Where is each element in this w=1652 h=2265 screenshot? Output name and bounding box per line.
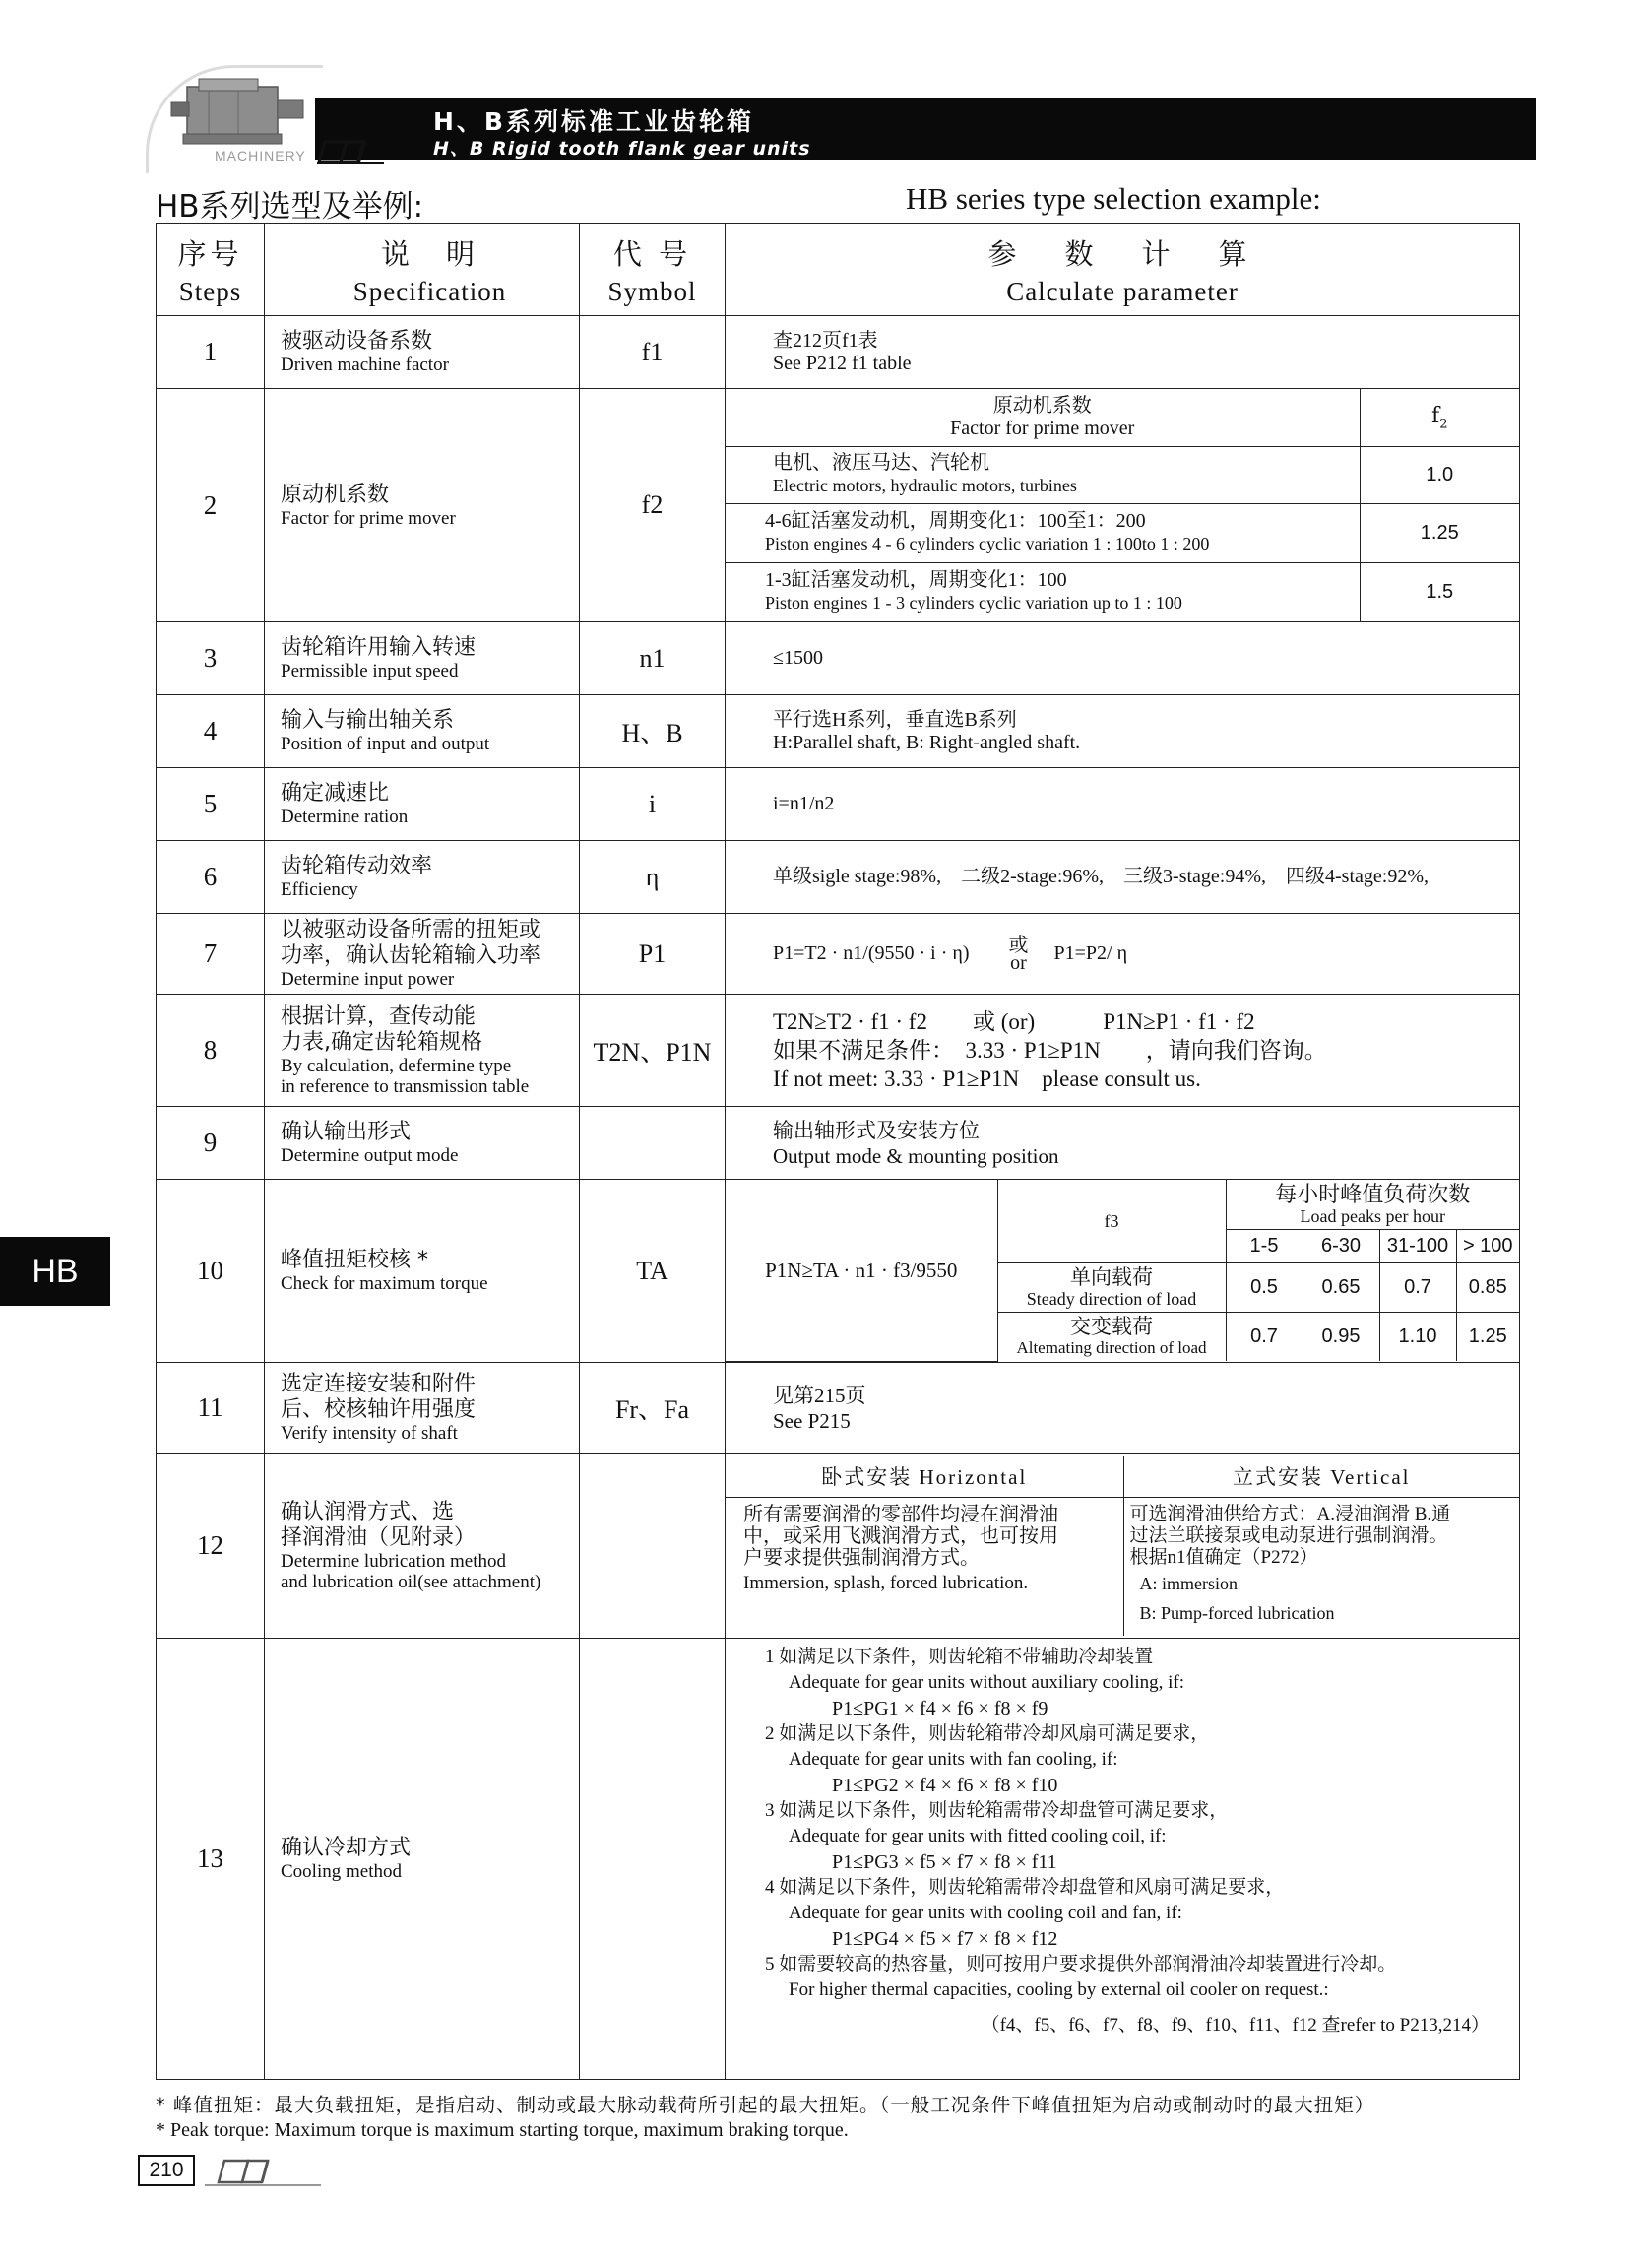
section-title-en: HB series type selection example: [906, 181, 1321, 216]
param-cell: ≤1500 [726, 622, 1520, 695]
spec-cell: 确认冷却方式 Cooling method [265, 1639, 580, 2080]
spec-cell: 原动机系数 Factor for prime mover [265, 389, 580, 622]
peak-torque-subtable-cell [726, 1180, 1520, 1363]
gearbox-product-image [169, 73, 317, 154]
selection-table [156, 223, 1520, 2080]
header-specification: 说 明 Specification [265, 224, 580, 316]
table-row [157, 995, 1520, 1107]
param-cell: 单级sigle stage:98%, 二级2-stage:96%, 三级3-stage:94%, 四级4-stage:92%, [726, 841, 1520, 914]
header-steps: 序号 Steps [157, 224, 265, 316]
horizontal-header: 卧式安装 Horizontal [726, 1456, 1123, 1497]
header-parameter: 参 数 计 算 Calculate parameter [726, 224, 1520, 316]
param-cell: i=n1/n2 [726, 768, 1520, 841]
header-title-cn: H、B系列标准工业齿轮箱 [433, 107, 754, 136]
table-row [157, 1454, 1520, 1639]
param-cell: 见第215页 See P215 [726, 1363, 1520, 1454]
symbol-cell: n1 [580, 622, 726, 695]
table-row [157, 1180, 1520, 1363]
page-number: 210 [138, 2155, 195, 2186]
symbol-cell [580, 1454, 726, 1639]
spec-cell: 被驱动设备系数 Driven machine factor [265, 316, 580, 389]
header-symbol: 代 号 Symbol [580, 224, 726, 316]
spec-cell: 齿轮箱许用输入转速 Permissible input speed [265, 622, 580, 695]
symbol-cell: Fr、Fa [580, 1363, 726, 1454]
param-cell: P1=T2 · n1/(9550 · i · η) 或 or P1=P2/ η [726, 914, 1520, 995]
side-tab: HB [0, 1237, 110, 1306]
param-cell: 查212页f1表 See P212 f1 table [726, 316, 1520, 389]
symbol-cell [580, 1639, 726, 2080]
symbol-cell: P1 [580, 914, 726, 995]
step-number: 6 [157, 841, 265, 914]
company-logo [317, 138, 386, 165]
table-row [157, 316, 1520, 389]
cooling-cell: 1 如满足以下条件，则齿轮箱不带辅助冷却装置 Adequate for gear units without auxiliary cooling, if: P1≤PG1 × f4 × f6 × f8 × f9 2 如满足以下条件，则齿轮箱带冷却风扇可满足要求， Adequate for gear units with fan cooling, if: P1≤PG2 × f4 × f6 × f8 × f10 3 如满足以下条件，则齿轮箱需带冷却盘管可满足要求， Adequate for gear units with fitted cooling coil, if: P1≤PG3 × f5 × f7 × f8 × f11 4 如满足以下条件，则齿轮箱需带冷却盘管和风扇可满足要求， Adequate for gear units with cooling coil and fan, if: P1≤PG4 × f5 × f7 × f8 × f12 5 如需要较高的热容量，则可按用户要求提供外部润滑油冷却装置进行冷却。 For higher thermal capacities, cooling by external oil cooler on request.: （f4、f5、f6、f7、f8、f9、f10、f11、f12 查refer to P213,214） [726, 1639, 1520, 2080]
param-cell: 平行选H系列，垂直选B系列 H:Parallel shaft, B: Right-angled shaft. [726, 695, 1520, 768]
step-number: 13 [157, 1639, 265, 2080]
spec-cell: 根据计算，查传动能 力表,确定齿轮箱规格 By calculation, defermine type in reference to transmission table [265, 995, 580, 1107]
spec-cell: 输入与输出轴关系 Position of input and output [265, 695, 580, 768]
footer-logo [205, 2157, 323, 2188]
step-number: 7 [157, 914, 265, 995]
table-row [157, 1639, 1520, 2080]
spec-cell: 齿轮箱传动效率 Efficiency [265, 841, 580, 914]
table-row [157, 841, 1520, 914]
step-number: 11 [157, 1363, 265, 1454]
table-row [157, 389, 1520, 622]
lubrication-subtable-cell [726, 1454, 1520, 1639]
symbol-cell: TA [580, 1180, 726, 1363]
step-number: 3 [157, 622, 265, 695]
spec-cell: 选定连接安装和附件 后、校核轴许用强度 Verify intensity of shaft [265, 1363, 580, 1454]
lubrication-subtable: 卧式安装 Horizontal 立式安装 Vertical 所有需要润滑的零部件均浸在润滑油 中，或采用飞溅润滑方式，也可按用 户要求提供强制润滑方式。 Immersion, splash, forced lubrication. 可选润滑油供给方式：A.浸油润滑 B.通 过法兰联接泵或电动泵进行强制润滑。 根据n1值确定（P272） A: immersion B: Pump-forced lubrication [726, 1456, 1519, 1636]
table-header-row [157, 224, 1520, 316]
step-number: 1 [157, 316, 265, 389]
table-row [157, 1107, 1520, 1180]
header-title-en: H、B Rigid tooth flank gear units [433, 138, 811, 160]
param-cell: T2N≥T2 · f1 · f2 或 (or) P1N≥P1 · f1 · f2 如果不满足条件： 3.33 · P1≥P1N ，请向我们咨询。 If not meet: 3.33 · P1≥P1N please consult us. [726, 995, 1520, 1107]
section-title-cn: HB系列选型及举例: [156, 189, 424, 225]
table-row [157, 1363, 1520, 1454]
peak-torque-subtable: P1N≥TA · n1 · f3/9550 f3 每小时峰值负荷次数 Load peaks per hour 1-5 6-30 31-100 > 100 单向载荷 Steady direction of load 0.5 0.65 0.7 0.85 交变载荷 Altemating direction of load 0.7 0.95 1.10 1.25 [726, 1180, 1519, 1362]
symbol-cell: f2 [580, 389, 726, 622]
table-row [157, 768, 1520, 841]
param-cell: 输出轴形式及安装方位 Output mode & mounting position [726, 1107, 1520, 1180]
vertical-header: 立式安装 Vertical [1123, 1456, 1519, 1497]
spec-cell: 确认输出形式 Determine output mode [265, 1107, 580, 1180]
spec-cell: 确认润滑方式、选 择润滑油（见附录） Determine lubrication method and lubrication oil(see attachment) [265, 1454, 580, 1639]
step-number: 2 [157, 389, 265, 622]
table-row [157, 695, 1520, 768]
machinery-label: MACHINERY [215, 148, 306, 163]
table-row [157, 622, 1520, 695]
prime-mover-subtable: 原动机系数 Factor for prime mover $f_2$ 电机、液压马达、汽轮机 Electric motors, hydraulic motors, turbines 1.0 4-6缸活塞发动机，周期变化1：100至1：200 Piston engines 4 - 6 cylinders cyclic variation 1 : 100to 1 : 200 1.25 1-3缸活塞发动机，周期变化1：100 Piston engines 1 - 3 cylinders cyclic variation up to 1 : 100 1.5 [726, 389, 1519, 621]
symbol-cell [580, 1107, 726, 1180]
spec-cell: 以被驱动设备所需的扭矩或 功率，确认齿轮箱输入功率 Determine input power [265, 914, 580, 995]
symbol-cell: η [580, 841, 726, 914]
symbol-cell: H、B [580, 695, 726, 768]
step-number: 8 [157, 995, 265, 1107]
spec-cell: 确定减速比 Determine ration [265, 768, 580, 841]
step-number: 10 [157, 1180, 265, 1363]
step-number: 12 [157, 1454, 265, 1639]
footnote-en: * Peak torque: Maximum torque is maximum starting torque, maximum braking torque. [156, 2119, 849, 2141]
symbol-cell: T2N、P1N [580, 995, 726, 1107]
footnote-cn: * 峰值扭矩：最大负载扭矩，是指启动、制动或最大脉动载荷所引起的最大扭矩。（一般工况条件下峰值扭矩为启动或制动时的最大扭矩） [156, 2094, 1375, 2116]
step-number: 5 [157, 768, 265, 841]
table-row [157, 914, 1520, 995]
symbol-cell: i [580, 768, 726, 841]
symbol-cell: f1 [580, 316, 726, 389]
spec-cell: 峰值扭矩校核 * Check for maximum torque [265, 1180, 580, 1363]
prime-mover-subtable-cell [726, 389, 1520, 622]
torque-formula: P1N≥TA · n1 · f3/9550 [726, 1180, 997, 1361]
step-number: 9 [157, 1107, 265, 1180]
step-number: 4 [157, 695, 265, 768]
